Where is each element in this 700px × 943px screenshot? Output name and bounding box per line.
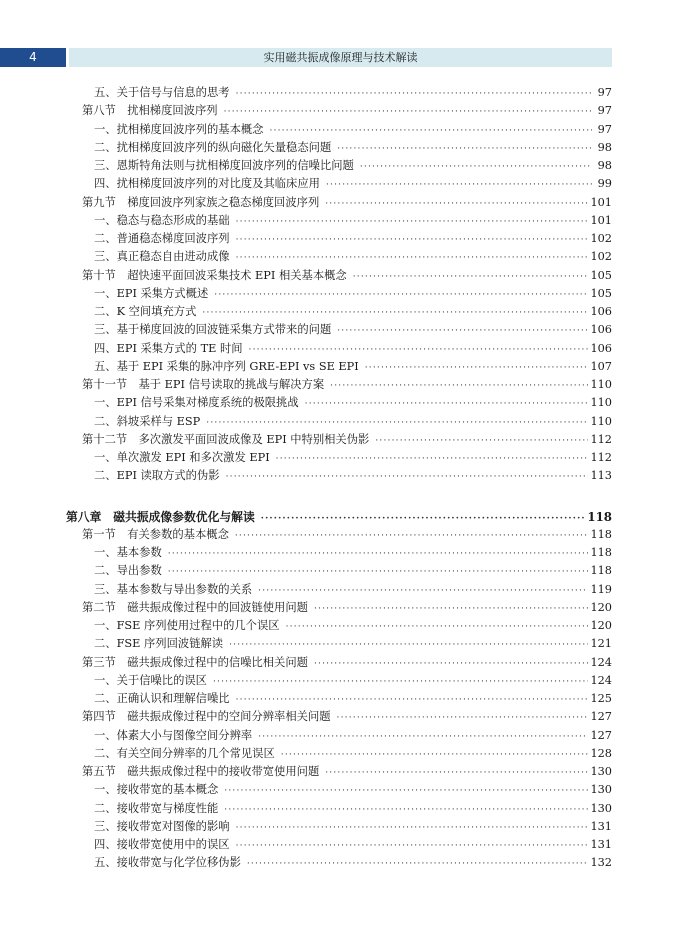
toc-leader-dots bbox=[330, 377, 588, 394]
toc-subsection-entry[interactable] bbox=[66, 562, 612, 580]
toc-entry-title: 四、EPI 采集方式的 TE 时间 bbox=[94, 341, 243, 355]
toc-leader-dots bbox=[168, 545, 589, 562]
toc-entry-page: 130 bbox=[590, 801, 612, 815]
toc-entry-title: 一、EPI 信号采集对梯度系统的极限挑战 bbox=[94, 396, 299, 410]
toc-section-entry[interactable] bbox=[66, 102, 612, 120]
toc-leader-dots bbox=[224, 801, 588, 818]
toc-entry-page: 106 bbox=[590, 341, 612, 355]
toc-entry-title: 二、普通稳态梯度回波序列 bbox=[94, 232, 230, 245]
toc-entry-page: 99 bbox=[597, 177, 612, 191]
toc-entry-page: 105 bbox=[590, 268, 612, 282]
toc-entry-page: 102 bbox=[590, 232, 612, 245]
page-header bbox=[0, 48, 612, 67]
toc-leader-dots bbox=[305, 395, 589, 412]
toc-entry-page: 97 bbox=[597, 104, 612, 118]
toc-section-entry[interactable] bbox=[66, 376, 612, 394]
toc-entry-page: 110 bbox=[590, 396, 612, 410]
toc-section-entry[interactable] bbox=[66, 708, 612, 726]
toc-entry-title: 五、接收带宽与化学位移伪影 bbox=[94, 856, 241, 870]
toc-entry-title: 一、FSE 序列使用过程中的几个误区 bbox=[94, 619, 280, 632]
toc-entry-page: 107 bbox=[590, 359, 612, 373]
toc-entry-title: 一、EPI 采集方式概述 bbox=[94, 286, 209, 300]
toc-subsection-entry[interactable] bbox=[66, 467, 612, 485]
toc-entry-page: 118 bbox=[590, 546, 612, 559]
toc-leader-dots bbox=[202, 304, 588, 321]
toc-leader-dots bbox=[236, 231, 589, 248]
toc-subsection-entry[interactable] bbox=[66, 84, 612, 102]
toc-entry-page: 118 bbox=[590, 527, 612, 541]
toc-entry-title: 一、关于信噪比的误区 bbox=[94, 673, 207, 687]
toc-entry-page: 120 bbox=[590, 600, 612, 614]
toc-entry-page: 118 bbox=[590, 564, 612, 578]
toc-entry-page: 97 bbox=[597, 86, 612, 99]
toc-entry-page: 98 bbox=[597, 159, 612, 172]
toc-leader-dots bbox=[258, 728, 588, 745]
toc-entry-title: 第三节 磁共振成像过程中的信噪比相关问题 bbox=[82, 655, 308, 669]
toc-entry-title: 第一节 有关参数的基本概念 bbox=[82, 527, 229, 541]
toc-leader-dots bbox=[229, 636, 588, 653]
toc-entry-title: 第十一节 基于 EPI 信号读取的挑战与解决方案 bbox=[82, 378, 325, 391]
toc-leader-dots bbox=[337, 709, 589, 726]
toc-entry-title: 三、恩斯特角法则与扰相梯度回波序列的信噪比问题 bbox=[94, 159, 354, 172]
toc-entry-page: 132 bbox=[590, 856, 612, 870]
toc-subsection-entry[interactable] bbox=[66, 175, 612, 193]
toc-subsection-entry[interactable] bbox=[66, 635, 612, 653]
toc-leader-dots bbox=[375, 432, 588, 449]
toc-entry-page: 105 bbox=[590, 286, 612, 300]
toc-section-entry[interactable] bbox=[66, 654, 612, 672]
toc-entry-page: 101 bbox=[590, 213, 612, 227]
toc-leader-dots bbox=[353, 268, 589, 285]
toc-entry-page: 131 bbox=[590, 819, 612, 833]
toc-leader-dots bbox=[224, 103, 592, 120]
page-number: 4 bbox=[0, 48, 66, 67]
toc-entry-page: 128 bbox=[590, 746, 612, 760]
toc-entry-page: 112 bbox=[590, 432, 612, 446]
toc-section-entry[interactable] bbox=[66, 267, 612, 285]
toc-entry-page: 130 bbox=[590, 765, 612, 778]
toc-group-chapter-7-continued bbox=[66, 84, 612, 486]
toc-entry-page: 112 bbox=[590, 451, 612, 464]
toc-entry-title: 二、接收带宽与梯度性能 bbox=[94, 801, 219, 815]
toc-leader-dots bbox=[337, 140, 592, 157]
toc-leader-dots bbox=[235, 527, 589, 544]
toc-leader-dots bbox=[236, 85, 592, 102]
toc-entry-title: 第九节 梯度回波序列家族之稳态梯度回波序列 bbox=[82, 195, 320, 209]
toc-entry-page: 124 bbox=[590, 673, 612, 687]
toc-entry-page: 131 bbox=[590, 838, 612, 851]
chapter-gap bbox=[66, 486, 612, 508]
toc-entry-title: 一、体素大小与图像空间分辨率 bbox=[94, 728, 253, 742]
toc-entry-title: 一、接收带宽的基本概念 bbox=[94, 783, 219, 797]
toc-leader-dots bbox=[213, 673, 588, 690]
toc-entry-title: 一、稳态与稳态形成的基础 bbox=[94, 213, 230, 227]
toc-leader-dots bbox=[224, 782, 588, 799]
toc-entry-title: 第八节 扰相梯度回波序列 bbox=[82, 104, 218, 118]
toc-section-entry[interactable] bbox=[66, 763, 612, 781]
toc-entry-title: 一、基本参数 bbox=[94, 546, 162, 559]
toc-entry-page: 102 bbox=[590, 250, 612, 264]
toc-entry-title: 第二节 磁共振成像过程中的回波链使用问题 bbox=[82, 600, 308, 614]
toc-leader-dots bbox=[249, 341, 589, 358]
toc-leader-dots bbox=[236, 249, 589, 266]
toc-leader-dots bbox=[258, 582, 588, 599]
toc-entry-title: 三、基于梯度回波的回波链采集方式带来的问题 bbox=[94, 323, 332, 337]
toc-subsection-entry[interactable] bbox=[66, 781, 612, 799]
toc-entry-page: 124 bbox=[590, 655, 612, 669]
toc-entry-title: 二、扰相梯度回波序列的纵向磁化矢量稳态问题 bbox=[94, 140, 332, 154]
toc-chapter-entry[interactable] bbox=[66, 508, 612, 526]
toc-subsection-entry[interactable] bbox=[66, 157, 612, 175]
toc-section-entry[interactable] bbox=[66, 599, 612, 617]
toc-section-entry[interactable] bbox=[66, 194, 612, 212]
toc-leader-dots bbox=[168, 563, 589, 580]
table-of-contents bbox=[66, 84, 612, 873]
toc-entry-title: 二、EPI 读取方式的伪影 bbox=[94, 469, 220, 483]
toc-subsection-entry[interactable] bbox=[66, 449, 612, 467]
toc-subsection-entry[interactable] bbox=[66, 394, 612, 412]
toc-subsection-entry[interactable] bbox=[66, 617, 612, 635]
toc-leader-dots bbox=[226, 468, 589, 485]
toc-entry-title: 四、扰相梯度回波序列的对比度及其临床应用 bbox=[94, 177, 320, 191]
toc-entry-page: 121 bbox=[590, 637, 612, 651]
toc-subsection-entry[interactable] bbox=[66, 800, 612, 818]
toc-entry-page: 97 bbox=[597, 122, 612, 136]
toc-entry-page: 118 bbox=[587, 509, 612, 524]
toc-entry-title: 一、单次激发 EPI 和多次激发 EPI bbox=[94, 451, 270, 464]
toc-leader-dots bbox=[247, 855, 589, 872]
toc-leader-dots bbox=[360, 158, 592, 175]
toc-subsection-entry[interactable] bbox=[66, 285, 612, 303]
toc-entry-title: 三、基本参数与导出参数的关系 bbox=[94, 582, 253, 596]
toc-leader-dots bbox=[261, 510, 586, 526]
toc-subsection-entry[interactable] bbox=[66, 303, 612, 321]
toc-leader-dots bbox=[365, 359, 589, 376]
toc-subsection-entry[interactable] bbox=[66, 727, 612, 745]
toc-leader-dots bbox=[236, 691, 589, 708]
toc-entry-title: 二、斜坡采样与 ESP bbox=[94, 414, 201, 428]
toc-entry-title: 二、FSE 序列回波链解读 bbox=[94, 637, 224, 651]
toc-entry-title: 四、接收带宽使用中的误区 bbox=[94, 838, 230, 851]
toc-entry-title: 二、导出参数 bbox=[94, 564, 162, 578]
toc-subsection-entry[interactable] bbox=[66, 413, 612, 431]
toc-subsection-entry[interactable] bbox=[66, 745, 612, 763]
toc-group-chapter-8 bbox=[66, 508, 612, 873]
toc-subsection-entry[interactable] bbox=[66, 581, 612, 599]
toc-subsection-entry[interactable] bbox=[66, 230, 612, 248]
toc-entry-title: 五、关于信号与信息的思考 bbox=[94, 86, 230, 99]
toc-subsection-entry[interactable] bbox=[66, 139, 612, 157]
toc-subsection-entry[interactable] bbox=[66, 321, 612, 339]
toc-leader-dots bbox=[325, 195, 588, 212]
toc-entry-title: 一、扰相梯度回波序列的基本概念 bbox=[94, 122, 264, 136]
toc-entry-title: 五、基于 EPI 采集的脉冲序列 GRE-EPI vs SE EPI bbox=[94, 359, 359, 373]
toc-subsection-entry[interactable] bbox=[66, 121, 612, 139]
toc-entry-page: 119 bbox=[590, 582, 612, 596]
toc-entry-title: 第十二节 多次激发平面回波成像及 EPI 中特别相关伪影 bbox=[82, 432, 370, 446]
toc-entry-title: 二、K 空间填充方式 bbox=[94, 305, 197, 318]
toc-entry-page: 127 bbox=[590, 728, 612, 742]
toc-entry-title: 二、有关空间分辨率的几个常见误区 bbox=[94, 746, 275, 760]
toc-subsection-entry[interactable] bbox=[66, 854, 612, 872]
toc-leader-dots bbox=[276, 450, 589, 467]
toc-entry-page: 106 bbox=[590, 305, 612, 318]
toc-entry-title: 第四节 磁共振成像过程中的空间分辨率相关问题 bbox=[82, 710, 331, 724]
toc-entry-page: 106 bbox=[590, 323, 612, 337]
toc-entry-title: 第五节 磁共振成像过程中的接收带宽使用问题 bbox=[82, 765, 320, 778]
toc-leader-dots bbox=[337, 322, 588, 339]
toc-subsection-entry[interactable] bbox=[66, 672, 612, 690]
toc-entry-title: 二、正确认识和理解信噪比 bbox=[94, 692, 230, 705]
toc-subsection-entry[interactable] bbox=[66, 690, 612, 708]
toc-subsection-entry[interactable] bbox=[66, 836, 612, 854]
toc-subsection-entry[interactable] bbox=[66, 544, 612, 562]
toc-section-entry[interactable] bbox=[66, 431, 612, 449]
toc-leader-dots bbox=[236, 213, 589, 230]
toc-subsection-entry[interactable] bbox=[66, 818, 612, 836]
toc-leader-dots bbox=[281, 746, 589, 763]
toc-entry-page: 120 bbox=[590, 619, 612, 632]
toc-subsection-entry[interactable] bbox=[66, 248, 612, 266]
toc-entry-page: 130 bbox=[590, 783, 612, 797]
toc-subsection-entry[interactable] bbox=[66, 340, 612, 358]
toc-leader-dots bbox=[269, 122, 592, 139]
toc-leader-dots bbox=[236, 819, 589, 836]
toc-entry-title: 三、真正稳态自由进动成像 bbox=[94, 250, 230, 264]
toc-leader-dots bbox=[236, 837, 589, 854]
toc-leader-dots bbox=[286, 618, 589, 635]
toc-subsection-entry[interactable] bbox=[66, 212, 612, 230]
toc-leader-dots bbox=[325, 764, 588, 781]
toc-entry-page: 113 bbox=[590, 469, 612, 483]
toc-entry-page: 101 bbox=[590, 195, 612, 209]
toc-entry-page: 98 bbox=[597, 140, 612, 154]
toc-entry-page: 125 bbox=[590, 692, 612, 705]
toc-entry-page: 110 bbox=[590, 378, 612, 391]
toc-entry-title: 三、接收带宽对图像的影响 bbox=[94, 819, 230, 833]
toc-leader-dots bbox=[214, 286, 588, 303]
toc-leader-dots bbox=[206, 414, 588, 431]
toc-section-entry[interactable] bbox=[66, 526, 612, 544]
toc-entry-title: 第八章 磁共振成像参数优化与解读 bbox=[66, 509, 255, 524]
toc-leader-dots bbox=[314, 600, 588, 617]
toc-entry-page: 127 bbox=[590, 710, 612, 724]
toc-leader-dots bbox=[314, 655, 588, 672]
book-title: 实用磁共振成像原理与技术解读 bbox=[69, 48, 612, 67]
toc-leader-dots bbox=[326, 176, 592, 193]
toc-entry-page: 110 bbox=[590, 414, 612, 428]
toc-subsection-entry[interactable] bbox=[66, 358, 612, 376]
toc-entry-title: 第十节 超快速平面回波采集技术 EPI 相关基本概念 bbox=[82, 268, 347, 282]
